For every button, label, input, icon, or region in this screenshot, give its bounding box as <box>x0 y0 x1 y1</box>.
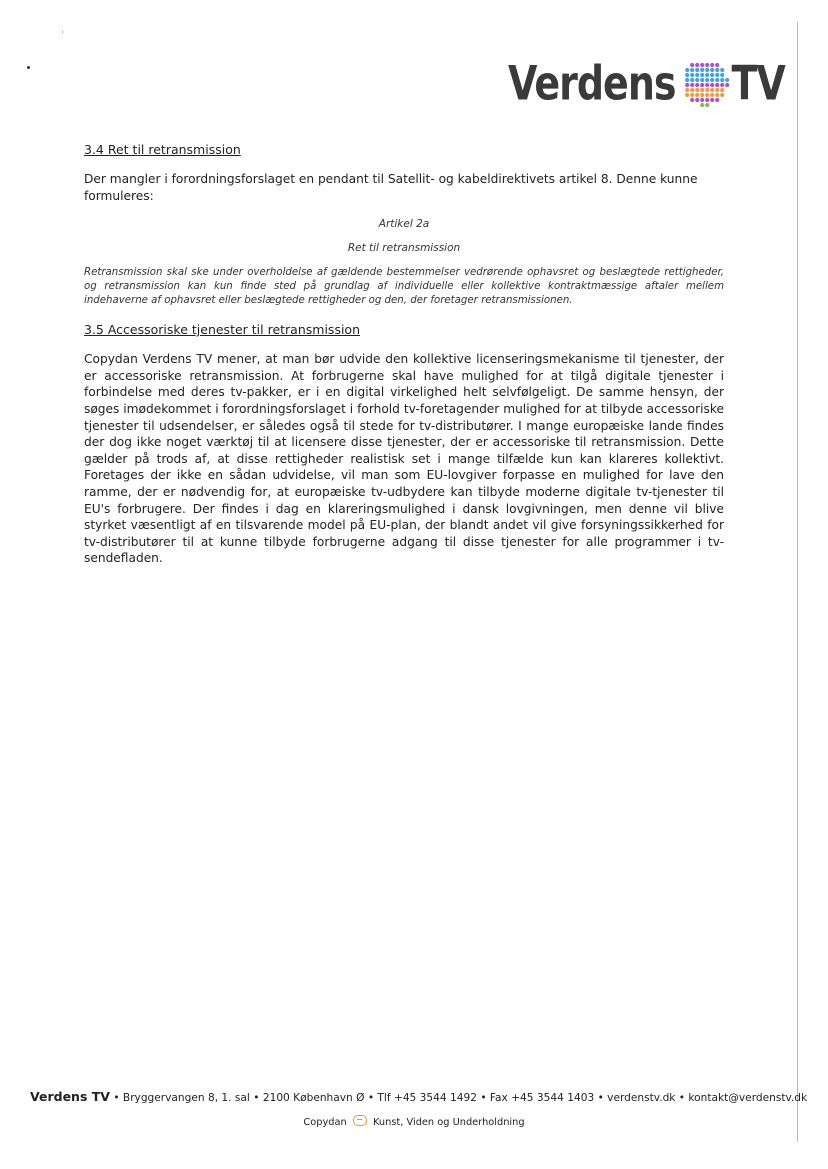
logo-dot <box>700 73 704 77</box>
logo-dot <box>705 93 709 97</box>
scan-speck <box>62 31 63 33</box>
logo-dot <box>720 78 724 82</box>
copydan-logo-icon <box>353 1115 367 1126</box>
article-title: Ret til retransmission <box>347 242 461 255</box>
logo-dot <box>685 78 689 82</box>
logo-dot <box>715 88 719 92</box>
logo-dot <box>700 88 704 92</box>
logo-dot <box>710 88 714 92</box>
section-heading-3-5: 3.5 Accessoriske tjenester til retransmission <box>84 322 360 338</box>
page-edge-line <box>797 22 798 1142</box>
logo-dot <box>705 88 709 92</box>
logo-dot <box>715 98 719 102</box>
logo-dot <box>700 63 704 67</box>
footer-copydan-label: Copydan <box>303 1117 347 1128</box>
logo-dot <box>710 73 714 77</box>
logo-dot <box>710 98 714 102</box>
logo-dot <box>705 68 709 72</box>
article-number: Artikel 2a <box>378 218 430 231</box>
logo-dot <box>685 68 689 72</box>
logo-dot <box>725 78 729 82</box>
logo-dot <box>695 83 699 87</box>
logo-dot <box>720 68 724 72</box>
logo-dot <box>690 73 694 77</box>
logo-dot <box>690 88 694 92</box>
logo-dot <box>705 83 709 87</box>
logo-dot <box>695 78 699 82</box>
footer-address-line <box>30 1089 808 1104</box>
logo-dot <box>690 78 694 82</box>
section-3-4-intro: Der mangler i forordningsforslaget en pendant til Satellit- og kabeldirektivets artikel 8. Denne kunne formuleres: <box>84 172 698 203</box>
logo-dot <box>695 68 699 72</box>
section-heading-3-4: 3.4 Ret til retransmission <box>84 142 241 157</box>
logo-dot <box>710 83 714 87</box>
logo-dot <box>710 68 714 72</box>
logo-dot <box>700 98 704 102</box>
logo-dot <box>700 68 704 72</box>
logo-dot <box>705 98 709 102</box>
footer-copydan-line <box>0 1115 828 1128</box>
logo-dot <box>690 83 694 87</box>
logo-dot <box>710 93 714 97</box>
logo-dot <box>715 83 719 87</box>
logo-dot <box>710 63 714 67</box>
logo-dot <box>715 63 719 67</box>
logo-dot <box>720 73 724 77</box>
logo-dot <box>690 68 694 72</box>
logo-dot <box>720 88 724 92</box>
footer-brand: Verdens TV <box>30 1089 110 1104</box>
logo-dot <box>725 83 729 87</box>
footer-tagline: Kunst, Viden og Underholdning <box>372 1117 525 1128</box>
section-3-5-body: Copydan Verdens TV mener, at man bør udvide den kollektive licenseringsmekanisme til tjenester, der er accessoriske retransmission. At forbrugerne skal have mulighed for at tilgå digitale tjenester i forbindelse med deres tv-pakker, er i en digital virkelighed helt selvfølgeligt. De samme hensyn, der søges imødekommet i forordningsforslaget i forhold tv-foretagender mulighed for at tilbyde accessoriske tjenester til udsendelser, er således også til stede for tv-distributører. I mange europæiske lande findes der dog ikke noget værktøj til at licensere disse tjenester, der er accessoriske til retransmission. Dette gælder på trods af, at disse rettigheder realistisk set i mange tilfælde kun kan klareres kollektivt. Foretages der ikke en sådan udvidelse, vil man som EU-lovgiver forpasse en mulighed for lave den ramme, der er nødvendig for, at europæiske tv-udbydere kan tilbyde moderne digitale tv-tjenester til EU's forbrugere. Der findes i dag en klareringsmulighed i dansk lovgivningen, men denne vil blive styrket væsentligt af en tilsvarende model på EU-plan, der blandt andet vil give forsyningssikkerhed for tv-distributører til at kunne tilbyde forbrugerne adgang til disse tjenester for alle programmer i tv-sendefladen. <box>84 352 724 566</box>
logo-dot <box>715 73 719 77</box>
document-body <box>84 142 724 567</box>
logo-dot <box>695 63 699 67</box>
logo-dot <box>720 93 724 97</box>
logo-dot <box>705 78 709 82</box>
logo-dot <box>700 83 704 87</box>
logo-dot <box>695 73 699 77</box>
logo-dot <box>710 78 714 82</box>
logo-dot <box>695 98 699 102</box>
logo-dot <box>705 63 709 67</box>
logo-dot <box>715 68 719 72</box>
logo-dot <box>705 73 709 77</box>
logo-dot <box>715 93 719 97</box>
logo-dot <box>685 93 689 97</box>
logo-dot <box>700 78 704 82</box>
logo-dot <box>685 83 689 87</box>
logo-dot <box>720 83 724 87</box>
footer-details: • Bryggervangen 8, 1. sal • 2100 København Ø • Tlf +45 3544 1492 • Fax +45 3544 1403 • verdenstv.dk • kontakt@verdenstv.dk <box>109 1092 808 1104</box>
logo-word-verdens: Verdens <box>508 55 676 111</box>
logo-dot <box>700 93 704 97</box>
logo-dot <box>685 88 689 92</box>
logo-dot <box>685 73 689 77</box>
logo-dot <box>695 88 699 92</box>
logo-dot <box>715 78 719 82</box>
logo-dots-icon <box>678 57 730 109</box>
logo-dot <box>690 93 694 97</box>
verdens-tv-logo <box>508 55 785 111</box>
logo-dot <box>705 103 709 107</box>
logo-dot <box>700 103 704 107</box>
logo-dot <box>695 93 699 97</box>
article-body: Retransmission skal ske under overholdelse af gældende bestemmelser vedrørende ophavsret og beslægtede rettigheder, og retransmission kan kun finde sted på grundlag af individuelle eller kollektive kontraktmæssige aftaler mellem indehaverne af ophavsret eller beslægtede rettigheder og den, der foretager retransmissionen. <box>84 267 724 307</box>
logo-word-tv: TV <box>731 55 785 111</box>
logo-dot <box>690 63 694 67</box>
scan-speck <box>27 66 30 69</box>
logo-dot <box>690 98 694 102</box>
